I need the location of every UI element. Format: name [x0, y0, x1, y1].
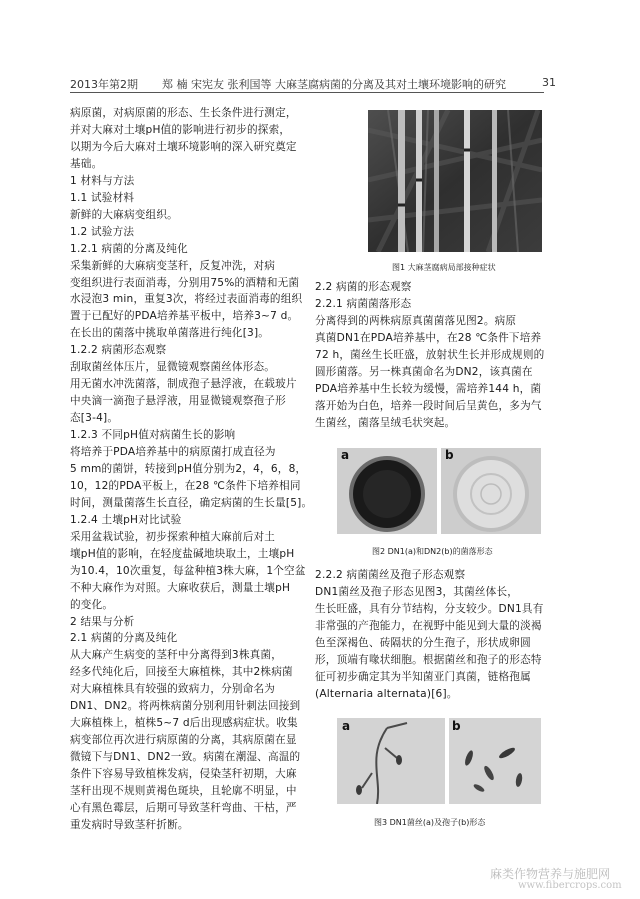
left_column-line: 水浸泡3 min，重复3次，将经过表面消毒的组织 [70, 293, 303, 306]
right_column_mid-line: 2.2.2 病菌菌丝及孢子形态观察 [315, 569, 466, 581]
left_column-line: 病原菌，对病原菌的形态、生长条件进行测定， [70, 107, 297, 119]
figure2-panel-a [337, 448, 437, 534]
left_column-line: 置于已配好的PDA培养基平板中，培养3~7 d。 [70, 310, 299, 323]
right_column_mid-line: 色至深褐色、砖隔状的分生孢子，形状成卵圆 [315, 637, 531, 649]
left_column-line: 时间，测量菌落生长直径，确定病菌的生长量[5]。 [70, 496, 313, 509]
left_column-line: 条件下容易导致植株发病，侵染茎秆初期，大麻 [70, 768, 297, 781]
left_column-line: 1.2.2 病菌形态观察 [70, 344, 167, 357]
right_column_mid-line: DN1菌丝及孢子形态见图3，其菌丝体长， [315, 586, 519, 598]
left_column-line: 不种大麻作为对照。大麻收获后，测量土壤pH [70, 581, 291, 594]
left_column-line: 重发病时导致茎秆折断。 [70, 818, 189, 831]
right_column_top-line: PDA培养基中生长较为缓慢，需培养144 h，菌 [315, 383, 542, 395]
left_column-line: 1.2.4 土壤pH对比试验 [70, 513, 182, 526]
left_column-line: 1 材料与方法 [70, 174, 135, 187]
left_column-line: 5 mm的菌饼，转接到pH值分别为2，4，6，8， [70, 462, 307, 475]
left_column-line: 茎秆出现不规则黄褐色斑块，且轮廓不明显，中 [70, 785, 297, 797]
header-rule [70, 92, 544, 93]
left_column-line: 态[3-4]。 [70, 412, 119, 425]
left_column-line: 在长出的菌落中挑取单菌落进行纯化[3]。 [70, 327, 270, 340]
left_column-line: 1.2.1 病菌的分离及纯化 [70, 242, 188, 255]
right_column_top-line: 落开始为白色，培养一段时间后呈黄色，多为气 [315, 400, 542, 412]
left_column-line: 大麻植株上，植株5~7 d后出现感病症状。收集 [70, 717, 298, 730]
left_column-line: 病变部位再次进行病原菌的分离，其病原菌在显 [70, 734, 297, 747]
journal-issue: 2013年第2期 [70, 78, 138, 91]
left_column-line: 采集新鲜的大麻病变茎秆，反复冲洗，对病 [70, 259, 276, 272]
left_column-line: 2.1 病菌的分离及纯化 [70, 632, 178, 645]
left_column-line: 1.1 试验材料 [70, 191, 135, 204]
left_column-line: 从大麻产生病变的茎秆中分离得到3株真菌， [70, 649, 283, 662]
right_column_top-line: 2.2.1 病菌菌落形态 [315, 298, 412, 310]
left_column-line: 为10.4，10次重复，每盆种植3株大麻，1个空盆 [70, 564, 306, 577]
watermark-cn: 麻类作物营养与施肥网 [490, 867, 611, 881]
left_column-line: 并对大麻对土壤pH值的影响进行初步的探索， [70, 123, 291, 136]
right_column_top-line: 生菌丝，菌落呈绒毛状突起。 [315, 417, 456, 429]
figure2-label-a: a [341, 448, 350, 462]
right_column_mid-line: 生长旺盛，具有分节结构，分支较少。DN1具有 [315, 603, 544, 615]
left_column-line: 的变化。 [70, 598, 114, 611]
figure1-photo [368, 110, 542, 252]
left_column-line: 变组织进行表面消毒，分别用75%的酒精和无菌 [70, 276, 300, 289]
left_column-line: 采用盆栽试验，初步探索种植大麻前后对土 [70, 530, 276, 543]
figure3-label-a: a [342, 719, 351, 733]
left_column-line: DN1、DN2。将两株病菌分别利用针刺法回接到 [70, 700, 301, 713]
left_column-line: 2 结果与分析 [70, 615, 135, 628]
left_column-line: 10，12的PDA平板上，在28 ℃条件下培养相同 [70, 479, 301, 492]
figure3-caption: 图3 DN1菌丝(a)及孢子(b)形态 [374, 818, 486, 827]
left_column-line: 以期为今后大麻对土壤环境影响的深入研究奠定 [70, 140, 297, 153]
right_column_mid-line: 征可初步确定其为半知菌亚门真菌，链格孢属 [315, 671, 531, 683]
figure1-caption: 图1 大麻茎腐病局部接种症状 [392, 263, 496, 272]
left_column-line: 对大麻植株具有较强的致病力，分别命名为 [70, 683, 276, 696]
left_column-line: 新鲜的大麻病变组织。 [70, 208, 178, 221]
right_column_top-line: 真菌DN1在PDA培养基中，在28 ℃条件下培养 [315, 332, 542, 344]
right_column_top-line: 圆形菌落。另一株真菌命名为DN2，该真菌在 [315, 366, 533, 378]
left_column-line: 将培养于PDA培养基中的病原菌打成直径为 [70, 446, 276, 458]
figure2-caption: 图2 DN1(a)和DN2(b)的菌落形态 [372, 547, 493, 556]
page-number: 31 [542, 76, 556, 89]
figure3-panel-a [337, 718, 445, 804]
figure3-label-b: b [452, 719, 461, 733]
left_column-line: 刮取菌丝体压片，显微镜观察菌丝体形态。 [70, 361, 276, 374]
right_column_mid-line: 非常强的产孢能力，在视野中能见到大量的淡褐 [315, 620, 542, 632]
right_column_top-line: 72 h，菌丝生长旺盛，放射状生长并形成规则的 [315, 349, 545, 361]
left_column-line: 基础。 [70, 157, 103, 170]
left_column-line: 微镜下与DN1、DN2一致。病菌在潮湿、高温的 [70, 751, 301, 764]
figure2-panel-b [441, 448, 541, 534]
running-title: 郑 楠 宋宪友 张利国等 大麻茎腐病菌的分离及其对土壤环境影响的研究 [162, 78, 506, 91]
right_column_top-line: 分离得到的两株病原真菌菌落见图2。病原 [315, 315, 517, 327]
figure3-panel-b [449, 718, 541, 804]
left_column-line: 心有黑色霉层，后期可导致茎秆弯曲、干枯，严 [70, 801, 297, 814]
right_column_mid-line: (Alternaria alternata)[6]。 [315, 688, 458, 700]
left_column-line: 1.2.3 不同pH值对病菌生长的影响 [70, 429, 236, 442]
left_column-line: 用无菌水冲洗菌落，制成孢子悬浮液，在载玻片 [70, 378, 297, 391]
right_column_mid-line: 形，顶端有喙状细胞。根据菌丝和孢子的形态特 [315, 654, 542, 666]
right_column_top-line: 2.2 病菌的形态观察 [315, 281, 412, 293]
left_column-line: 中央滴一滴孢子悬浮液，用显微镜观察孢子形 [70, 395, 286, 408]
left_column-line: 1.2 试验方法 [70, 225, 135, 238]
left_column-line: 壤pH值的影响，在轻度盐碱地块取土，土壤pH [70, 547, 295, 560]
left_column-line: 经多代纯化后，回接至大麻植株，其中2株病菌 [70, 666, 293, 679]
figure2-label-b: b [445, 448, 454, 462]
watermark-url: www.fibercrops.com [518, 880, 622, 891]
